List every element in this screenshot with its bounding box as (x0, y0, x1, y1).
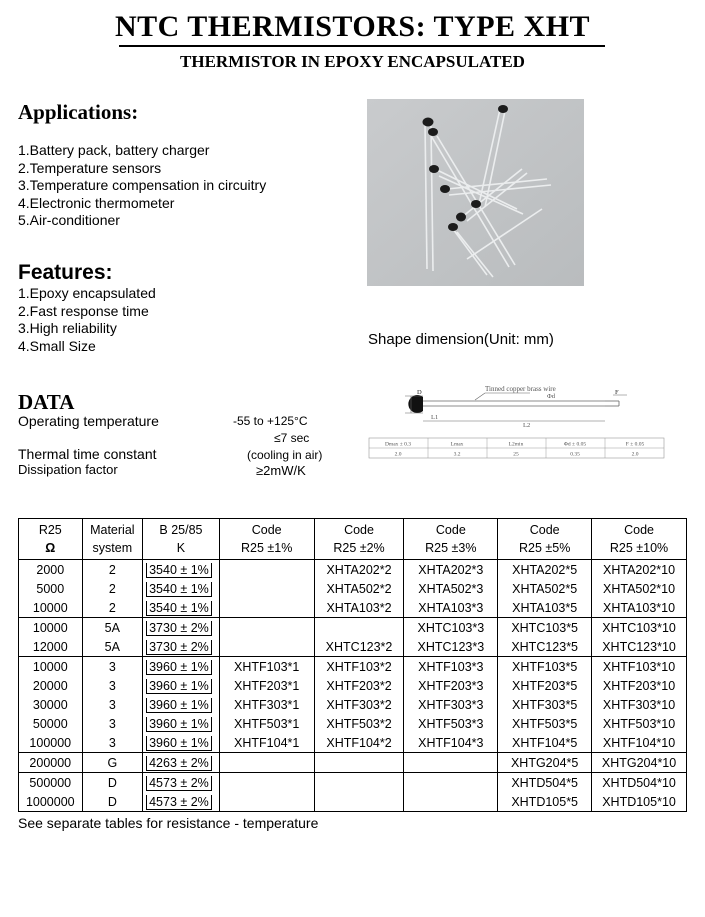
table-cell: XHTF103*3 (404, 657, 498, 677)
table-cell: XHTA202*2 (314, 560, 404, 580)
table-cell: 3 (82, 676, 143, 695)
table-cell (143, 560, 220, 580)
l1-label: L1 (431, 414, 439, 421)
dim-value: 2.0 (394, 451, 402, 458)
table-cell (143, 733, 220, 753)
page-title: NTC THERMISTORS: TYPE XHT (114, 10, 591, 43)
shape-dimension-diagram (365, 385, 675, 465)
b-value: 3960 ± 1% (146, 717, 212, 732)
table-cell: XHTC103*5 (498, 618, 592, 638)
table-cell: 5000 (19, 579, 83, 598)
table-cell: XHTC123*2 (314, 637, 404, 657)
table-cell: 3 (82, 714, 143, 733)
table-cell (404, 792, 498, 812)
table-cell (219, 579, 314, 598)
table-cell: XHTF503*1 (219, 714, 314, 733)
table-cell (143, 618, 220, 638)
dissipation-factor-value: ≥2mW/K (256, 463, 306, 478)
table-cell: XHTG204*5 (498, 753, 592, 773)
table-cell: 20000 (19, 676, 83, 695)
product-photo (367, 99, 584, 286)
dissipation-factor-label: Dissipation factor (18, 462, 118, 477)
b-value: 4573 ± 2% (146, 795, 212, 810)
dim-header: L2min (508, 441, 524, 448)
table-cell: XHTA502*10 (592, 579, 687, 598)
table-cell: XHTA502*3 (404, 579, 498, 598)
b-value: 4573 ± 2% (146, 776, 212, 791)
thermal-time-constant-value: ≤7 sec (274, 431, 310, 445)
list-item: 4.Small Size (18, 337, 96, 354)
dim-value: 0.35 (570, 451, 580, 458)
page-subtitle: THERMISTOR IN EPOXY ENCAPSULATED (180, 52, 525, 71)
table-cell: XHTC103*10 (592, 618, 687, 638)
column-header (404, 519, 498, 560)
table-row (19, 618, 687, 638)
table-row (19, 676, 687, 695)
b-value: 3960 ± 1% (146, 698, 212, 713)
table-cell (219, 792, 314, 812)
table-cell: 100000 (19, 733, 83, 753)
table-cell: 500000 (19, 773, 83, 793)
table-cell: D (82, 792, 143, 812)
table-cell: XHTA202*10 (592, 560, 687, 580)
table-cell (143, 579, 220, 598)
list-item: 1.Battery pack, battery charger (18, 142, 210, 158)
data-heading: DATA (18, 390, 75, 414)
thermistor-code-table (18, 518, 687, 812)
column-header-line: Ω (45, 541, 56, 555)
table-row (19, 753, 687, 773)
table-cell: 200000 (19, 753, 83, 773)
thermal-time-constant-label: Thermal time constant (18, 446, 157, 462)
shape-caption: Shape dimension(Unit: mm) (368, 331, 554, 348)
thermistor-bead-icon (408, 395, 423, 413)
b-value: 3540 ± 1% (146, 601, 212, 616)
table-cell: 50000 (19, 714, 83, 733)
column-header (143, 519, 220, 560)
column-header-line: Code (344, 523, 374, 537)
table-cell: XHTF104*3 (404, 733, 498, 753)
column-header-line: Code (251, 523, 282, 537)
table-cell: XHTF503*10 (592, 714, 687, 733)
table-cell: XHTD105*10 (592, 792, 687, 812)
table-cell: XHTF503*2 (314, 714, 404, 733)
table-cell (219, 560, 314, 580)
table-cell: XHTA103*10 (592, 598, 687, 618)
applications-heading: Applications: (18, 100, 139, 124)
column-header-line: Code (435, 523, 466, 537)
table-cell: 2000 (19, 560, 83, 580)
table-cell: XHTC123*5 (498, 637, 592, 657)
table-cell: 10000 (19, 598, 83, 618)
table-cell: XHTF203*5 (498, 676, 592, 695)
table-row (19, 598, 687, 618)
column-header (498, 519, 592, 560)
column-header (592, 519, 687, 560)
d-label: D (417, 389, 422, 396)
table-cell (404, 753, 498, 773)
column-header (82, 519, 143, 560)
table-cell: XHTF104*2 (314, 733, 404, 753)
table-cell (143, 598, 220, 618)
column-header-line: K (176, 541, 186, 555)
table-cell: 10000 (19, 618, 83, 638)
table-cell (143, 695, 220, 714)
table-cell: XHTF203*2 (314, 676, 404, 695)
operating-temperature-label: Operating temperature (18, 413, 159, 429)
table-cell: XHTD504*5 (498, 773, 592, 793)
f-label: F (615, 389, 619, 396)
features-list (18, 285, 156, 355)
b-value: 3960 ± 1% (146, 679, 212, 694)
b-value: 4263 ± 2% (146, 756, 212, 771)
table-cell (219, 618, 314, 638)
list-item: 3.High reliability (18, 320, 117, 337)
table-cell: XHTF303*10 (592, 695, 687, 714)
table-cell (404, 773, 498, 793)
table-cell (219, 598, 314, 618)
table-cell: 3 (82, 657, 143, 677)
table-cell (314, 753, 404, 773)
table-cell (314, 618, 404, 638)
table-cell: 10000 (19, 657, 83, 677)
table-cell: XHTF103*1 (219, 657, 314, 677)
table-cell: 3 (82, 733, 143, 753)
table-cell (143, 657, 220, 677)
phi-d-label: Φd (547, 393, 556, 400)
table-row (19, 773, 687, 793)
b-value: 3730 ± 2% (146, 621, 212, 636)
table-cell: XHTA103*2 (314, 598, 404, 618)
column-header-line: R25 (38, 523, 62, 537)
b-value: 3540 ± 1% (146, 582, 212, 597)
column-header-line: Code (624, 523, 654, 537)
table-cell: 30000 (19, 695, 83, 714)
applications-list (18, 142, 266, 230)
table-cell: XHTA202*5 (498, 560, 592, 580)
column-header-line: B 25/85 (159, 523, 203, 537)
title-underline (119, 45, 605, 47)
wire-label: Tinned copper brass wire (485, 385, 556, 393)
table-cell: 3 (82, 695, 143, 714)
b-value: 3960 ± 1% (146, 660, 212, 675)
column-header-line: Code (529, 523, 560, 537)
table-cell (143, 637, 220, 657)
table-cell: XHTA103*3 (404, 598, 498, 618)
table-cell: XHTC103*3 (404, 618, 498, 638)
table-row (19, 714, 687, 733)
table-row (19, 695, 687, 714)
column-header-line: Material (90, 523, 135, 537)
list-item: 5.Air-conditioner (18, 212, 120, 229)
table-row (19, 733, 687, 753)
table-cell (314, 773, 404, 793)
table-cell: XHTF303*2 (314, 695, 404, 714)
column-header-line: R25 ±10% (609, 541, 669, 555)
table-footnote: See separate tables for resistance - temperature (18, 815, 319, 831)
table-cell: XHTF103*10 (592, 657, 687, 677)
table-cell: XHTF503*3 (404, 714, 498, 733)
dim-header: Lmax (450, 441, 464, 448)
dim-value: 2.0 (631, 451, 639, 458)
table-cell (143, 714, 220, 733)
table-cell: XHTD504*10 (592, 773, 687, 793)
table-cell: D (82, 773, 143, 793)
dim-header: Dmax ± 0.3 (384, 441, 412, 448)
table-cell: XHTA103*5 (498, 598, 592, 618)
list-item: 4.Electronic thermometer (18, 194, 175, 211)
table-cell: 2 (82, 579, 143, 598)
dim-header: Φd ± 0.05 (563, 441, 587, 448)
table-cell: XHTF503*5 (498, 714, 592, 733)
table-cell (143, 676, 220, 695)
table-cell (143, 792, 220, 812)
table-cell: 1000000 (19, 792, 83, 812)
table-cell: XHTG204*10 (592, 753, 687, 773)
table-cell: G (82, 753, 143, 773)
table-cell: 5A (82, 618, 143, 638)
list-item: 3.Temperature compensation in circuitry (18, 177, 267, 194)
b-value: 3730 ± 2% (146, 640, 212, 655)
table-cell: XHTF303*3 (404, 695, 498, 714)
column-header-line: R25 ±2% (333, 541, 385, 555)
table-cell: XHTF103*2 (314, 657, 404, 677)
column-header-line: R25 ±3% (425, 541, 477, 555)
table-cell: XHTD105*5 (498, 792, 592, 812)
table-cell: XHTA502*5 (498, 579, 592, 598)
table-cell: XHTF104*5 (498, 733, 592, 753)
table-cell: XHTF103*5 (498, 657, 592, 677)
table-cell: 2 (82, 560, 143, 580)
table-cell: XHTF203*3 (404, 676, 498, 695)
table-row (19, 637, 687, 657)
table-cell: XHTA202*3 (404, 560, 498, 580)
table-cell (219, 637, 314, 657)
table-cell (143, 773, 220, 793)
column-header (19, 519, 83, 560)
column-header-line: R25 ±5% (518, 541, 571, 555)
features-heading: Features: (18, 261, 113, 284)
table-cell: XHTF303*5 (498, 695, 592, 714)
list-item: 1.Epoxy encapsulated (18, 285, 156, 301)
column-header-line: R25 ±1% (241, 541, 293, 555)
table-cell: XHTF104*1 (219, 733, 314, 753)
dim-value: 3.2 (453, 451, 461, 458)
table-cell: XHTC123*3 (404, 637, 498, 657)
table-header-row (19, 519, 687, 560)
table-cell: 2 (82, 598, 143, 618)
column-header (314, 519, 404, 560)
table-cell: XHTF203*10 (592, 676, 687, 695)
table-cell (314, 792, 404, 812)
b-value: 3960 ± 1% (146, 736, 212, 751)
table-cell (143, 753, 220, 773)
column-header-line: system (92, 541, 133, 555)
b-value: 3540 ± 1% (146, 563, 212, 578)
operating-temperature-value: -55 to +125°C (233, 414, 308, 428)
list-item: 2.Temperature sensors (18, 159, 162, 176)
table-cell: 5A (82, 637, 143, 657)
table-cell: XHTA502*2 (314, 579, 404, 598)
dim-value: 25 (513, 451, 519, 458)
column-header (219, 519, 314, 560)
table-row (19, 657, 687, 677)
table-cell: 12000 (19, 637, 83, 657)
table-cell: XHTF104*10 (592, 733, 687, 753)
table-cell: XHTF203*1 (219, 676, 314, 695)
table-cell (219, 753, 314, 773)
thermal-time-constant-note: (cooling in air) (247, 448, 323, 462)
table-row (19, 792, 687, 812)
table-cell (219, 773, 314, 793)
table-cell: XHTC123*10 (592, 637, 687, 657)
table-row (19, 560, 687, 580)
table-cell: XHTF303*1 (219, 695, 314, 714)
list-item: 2.Fast response time (18, 302, 149, 319)
dim-header: F ± 0.05 (625, 441, 645, 448)
table-row (19, 579, 687, 598)
l2-label: L2 (523, 422, 531, 429)
